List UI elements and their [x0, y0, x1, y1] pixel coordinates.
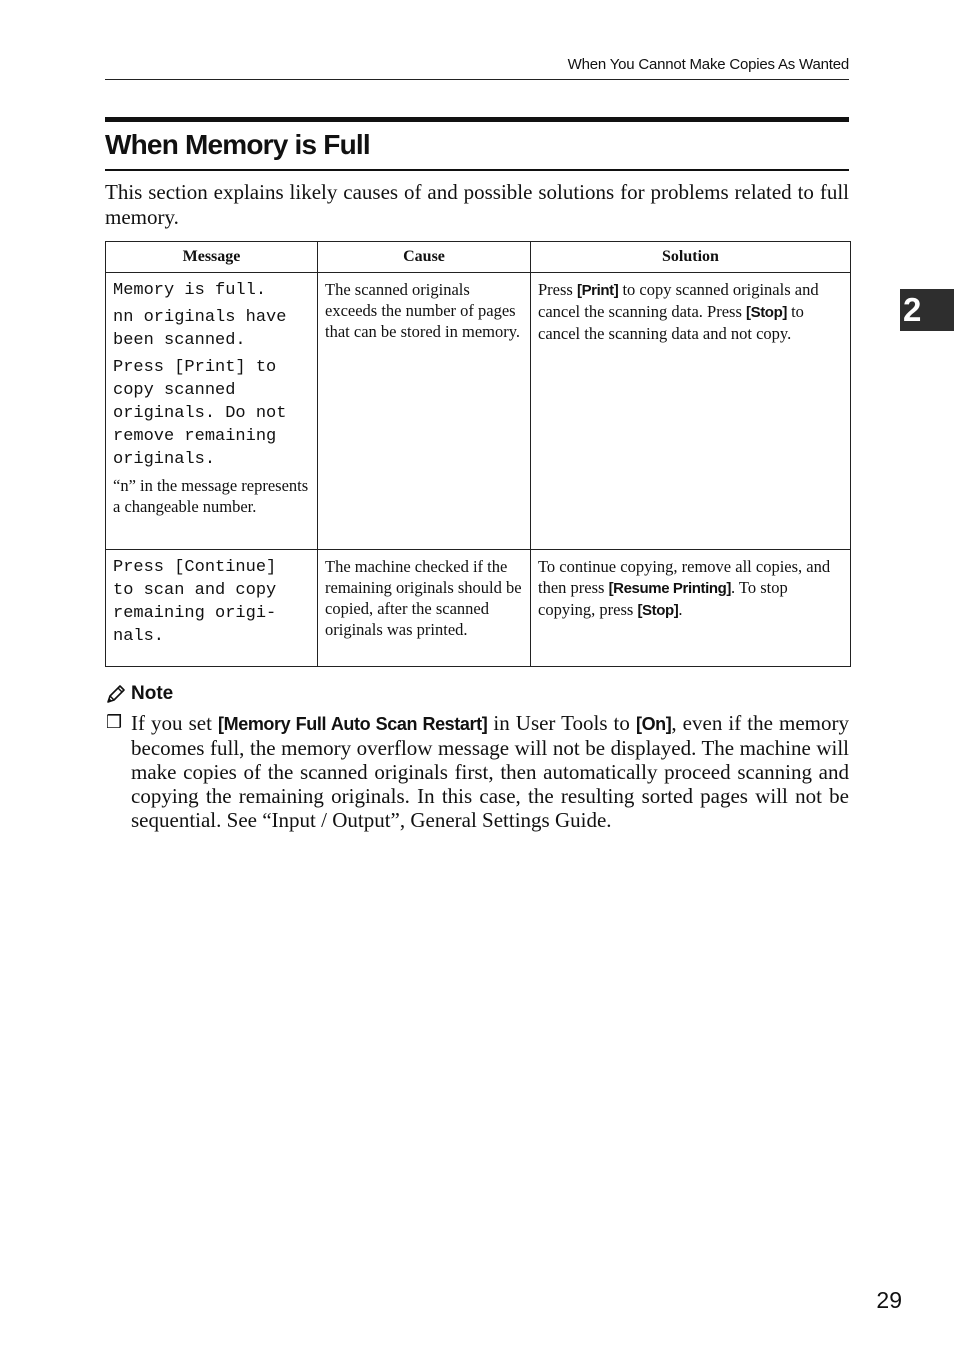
solution-cell	[531, 273, 851, 550]
message-footnote: “n” in the message represents a changeable number.	[113, 476, 309, 516]
stop-key-label: [Stop]	[746, 304, 787, 321]
title-rule-bottom	[105, 169, 849, 171]
message-cell	[106, 273, 318, 550]
message-block	[113, 556, 311, 648]
solution-cell	[531, 550, 851, 667]
stop-key-label: [Stop]	[637, 602, 679, 619]
message-line: to scan and copy	[113, 581, 277, 600]
intro-paragraph: This section explains likely causes of and possible solutions for problems related to full memory.	[105, 180, 849, 229]
solution-text: .	[678, 600, 683, 619]
pencil-icon	[105, 683, 127, 705]
on-setting-label: [On]	[635, 714, 672, 734]
message-line: nals.	[113, 627, 165, 646]
troubleshooting-table	[105, 241, 851, 667]
note-text: If you set	[131, 711, 219, 735]
header-rule	[105, 79, 849, 80]
message-line: nn originals have	[113, 308, 287, 327]
solution-text: to copy scanned originals and cancel the scanning data. Press	[538, 280, 819, 321]
message-line: Memory is full.	[113, 281, 267, 300]
cause-cell: The scanned originals exceeds the number of pages that can be stored in memory.	[318, 273, 531, 550]
solution-text: Press	[538, 280, 577, 299]
checkbox-bullet-icon: ❒	[106, 712, 123, 732]
note-heading-label: Note	[131, 683, 174, 704]
cause-cell: The machine checked if the remaining originals should be copied, after the scanned originals was printed.	[318, 550, 531, 667]
resume-printing-key-label: [Resume Printing]	[608, 580, 731, 597]
table-header-row	[106, 242, 851, 273]
message-block	[113, 356, 311, 471]
title-rule-top	[105, 117, 849, 122]
message-line: been scanned.	[113, 331, 246, 350]
chapter-tab: 2	[900, 289, 954, 331]
message-line: copy scanned	[113, 381, 236, 400]
page-number: 29	[876, 1287, 902, 1313]
message-line: Press [Print] to	[113, 358, 277, 377]
table-row	[106, 550, 851, 667]
column-header-cause: Cause	[318, 242, 531, 273]
message-line: originals. Do not	[113, 404, 287, 423]
note-heading	[105, 683, 173, 705]
message-block	[113, 306, 311, 352]
section-title: When Memory is Full	[105, 129, 370, 160]
running-header: When You Cannot Make Copies As Wanted	[567, 56, 849, 73]
message-line: remove remaining	[113, 427, 277, 446]
message-line: remaining origi-	[113, 604, 277, 623]
solution-text: to cancel the scanning data and not copy.	[538, 302, 804, 343]
message-block	[113, 279, 311, 302]
solution-text: To continue copying, remove all copies, and then press	[538, 557, 831, 597]
note-paragraph	[131, 711, 849, 832]
memory-full-setting-label: [Memory Full Auto Scan Restart]	[218, 714, 488, 734]
column-header-message: Message	[106, 242, 318, 273]
column-header-solution: Solution	[531, 242, 851, 273]
solution-text: . To stop copying, press	[538, 578, 788, 619]
note-text: , even if the memory becomes full, the memory overflow message will not be displayed. The machine will make copies of the scanned originals first, then automatically proceed scanning and copying the remaining originals. In this case, the resulting sorted pages will not be sequential. See “Input / Output”, General Settings Guide.	[131, 711, 850, 832]
message-line: originals.	[113, 450, 216, 469]
note-text: in User Tools to	[487, 711, 636, 735]
message-line: Press [Continue]	[113, 558, 277, 577]
print-key-label: [Print]	[576, 282, 619, 299]
table-row	[106, 273, 851, 550]
message-cell	[106, 550, 318, 667]
